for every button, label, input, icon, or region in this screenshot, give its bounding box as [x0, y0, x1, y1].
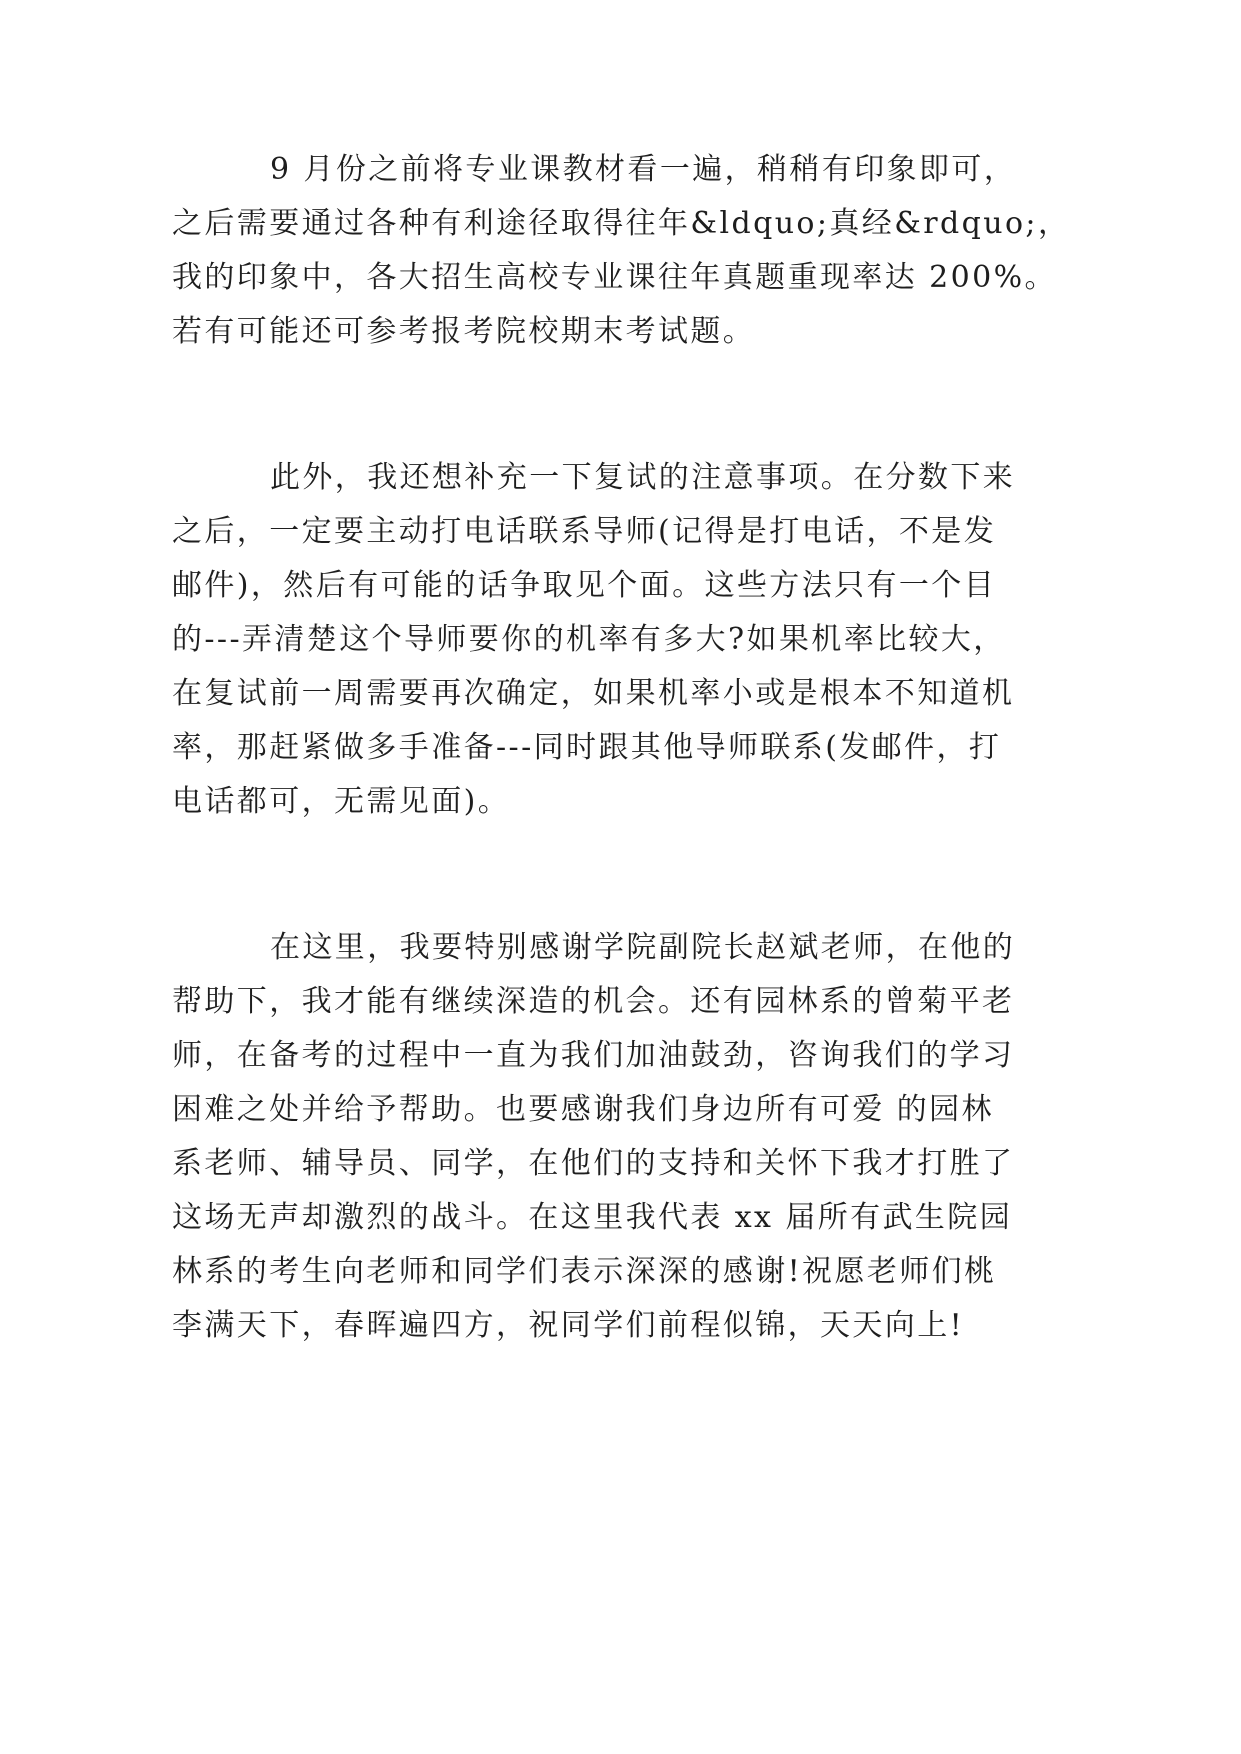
paragraph-line: 困难之处并给予帮助。也要感谢我们身边所有可爱 的园林	[172, 1092, 994, 1127]
paragraph-line: 之后需要通过各种有利途径取得往年&ldquo;真经&rdquo;，	[172, 206, 1071, 241]
paragraph-line: 率，那赶紧做多手准备---同时跟其他导师联系(发邮件，打	[172, 730, 1002, 765]
paragraph-line: 电话都可，无需见面)。	[172, 784, 511, 819]
paragraph-line: 若有可能还可参考报考院校期末考试题。	[172, 314, 756, 349]
paragraph-line: 之后，一定要主动打电话联系导师(记得是打电话，不是发	[172, 514, 997, 549]
paragraph-line: 在这里，我要特别感谢学院副院长赵斌老师，在他的	[270, 930, 1016, 965]
paragraph-line: 邮件)，然后有可能的话争取见个面。这些方法只有一个目	[172, 568, 997, 603]
paragraph-line: 帮助下，我才能有继续深造的机会。还有园林系的曾菊平老	[172, 984, 1015, 1019]
paragraph-line: 我的印象中，各大招生高校专业课往年真题重现率达 200%。	[172, 260, 1057, 295]
paragraph-line: 李满天下，春晖遍四方，祝同学们前程似锦，天天向上!	[172, 1308, 965, 1343]
paragraph-line: 师，在备考的过程中一直为我们加油鼓劲，咨询我们的学习	[172, 1038, 1015, 1073]
paragraph-line: 9 月份之前将专业课教材看一遍，稍稍有印象即可，	[270, 152, 1017, 187]
paragraph-line: 系老师、辅导员、同学，在他们的支持和关怀下我才打胜了	[172, 1146, 1015, 1181]
paragraph-line: 的---弄清楚这个导师要你的机率有多大?如果机率比较大，	[172, 622, 1006, 657]
paragraph-line: 在复试前一周需要再次确定，如果机率小或是根本不知道机	[172, 676, 1015, 711]
paragraph-line: 这场无声却激烈的战斗。在这里我代表 xx 届所有武生院园	[172, 1200, 1013, 1235]
paragraph-line: 此外，我还想补充一下复试的注意事项。在分数下来	[270, 460, 1016, 495]
paragraph-line: 林系的考生向老师和同学们表示深深的感谢!祝愿老师们桃	[172, 1254, 997, 1289]
